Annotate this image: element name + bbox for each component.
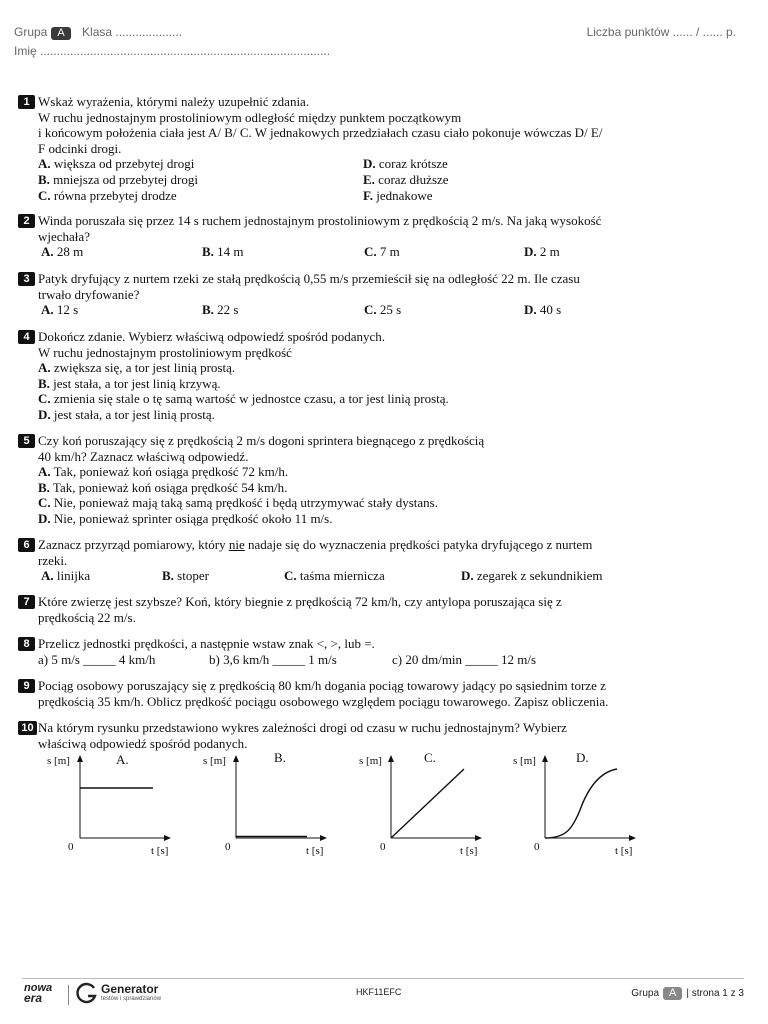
- option[interactable]: D. 2 m: [524, 244, 560, 260]
- graph-letter: C.: [424, 750, 436, 765]
- graph-curve: [545, 769, 617, 838]
- question-10: 10 Na którym rysunku przedstawiono wykres zależności drogi od czasu w ruchu jednostajnym? Wybierz właściwą odpowiedź spośród podanych.: [18, 720, 758, 751]
- option[interactable]: B. stoper: [162, 568, 209, 584]
- footer: [22, 978, 744, 1019]
- group-field: Grupa A Klasa ....................: [14, 25, 183, 39]
- name-field: Imię .......................................................................................: [14, 44, 331, 58]
- x-axis-label: t [s]: [460, 845, 478, 857]
- nowa-era-logo: nowa era: [24, 982, 53, 1005]
- page-indicator: Grupa A | strona 1 z 3: [631, 987, 744, 999]
- question-number: 9: [18, 679, 35, 693]
- origin-label: 0: [225, 841, 231, 853]
- graph-letter: B.: [274, 750, 286, 765]
- question-3: 3 Patyk dryfujący z nurtem rzeki ze stałą prędkością 0,55 m/s przemieścił się na odległość 22 m. Ile czasu trwało dryfowanie? A. 12 s B. 22 s C. 25 s D. 40 s: [18, 271, 758, 318]
- graph-b[interactable]: [203, 750, 327, 857]
- option[interactable]: B. mniejsza od przebytej drogi: [38, 171, 198, 187]
- graphs-area: [0, 748, 768, 863]
- question-number: 3: [18, 272, 35, 286]
- x-axis-label: t [s]: [615, 845, 633, 857]
- group-badge: A: [663, 987, 682, 1000]
- question-number: 10: [18, 721, 37, 735]
- option[interactable]: A. większa od przebytej drogi: [38, 156, 195, 172]
- group-badge: A: [51, 27, 70, 40]
- option[interactable]: A. 28 m: [41, 244, 84, 260]
- option[interactable]: F. jednakowe: [363, 187, 433, 203]
- question-5: 5 Czy koń poruszający się z prędkością 2 m/s dogoni sprintera biegnącego z prędkością 40 km/h? Zaznacz właściwą odpowiedź. A. Tak, ponieważ koń osiąga prędkość 72 km/h. B. Tak, ponieważ koń osiąga prędkość 54 km/h. C. Nie, ponieważ mają taką samą prędkość i będą utrzymywać stały dystans. D. Nie, ponieważ sprinter osiąga prędkość około 11 m/s.: [18, 433, 758, 527]
- question-number: 5: [18, 434, 35, 448]
- conversion-b[interactable]: b) 3,6 km/h _____ 1 m/s: [209, 651, 337, 667]
- option[interactable]: B. 22 s: [202, 302, 239, 318]
- origin-label: 0: [534, 841, 540, 853]
- option[interactable]: A. Tak, ponieważ koń osiąga prędkość 72 km/h.: [38, 464, 289, 480]
- x-axis-label: t [s]: [306, 845, 324, 857]
- option[interactable]: D. jest stała, a tor jest linią prostą.: [38, 406, 215, 422]
- generator-logo-icon: [76, 982, 98, 1004]
- graph-letter: D.: [576, 750, 589, 765]
- option[interactable]: C. 25 s: [364, 302, 402, 318]
- option[interactable]: C. równa przebytej drodze: [38, 187, 177, 203]
- question-2: 2 Winda poruszała się przez 14 s ruchem jednostajnym prostoliniowym z prędkością 2 m/s. Na jaką wysokość wjechała? A. 28 m B. 14 m C. 7 m D. 2 m: [18, 213, 758, 260]
- conversion-c[interactable]: c) 20 dm/min _____ 12 m/s: [392, 651, 537, 667]
- option[interactable]: E. coraz dłuższe: [363, 171, 449, 187]
- origin-label: 0: [68, 841, 74, 853]
- option[interactable]: D. 40 s: [524, 302, 562, 318]
- class-field: Klasa ....................: [82, 25, 183, 39]
- question-6: 6 Zaznacz przyrząd pomiarowy, który nie nadaje się do wyznaczenia prędkości patyka dryfującego z nurtem rzeki. A. linijka B. stoper C. taśma miernicza D. zegarek z sekundnikiem: [18, 537, 758, 584]
- option[interactable]: B. 14 m: [202, 244, 244, 260]
- graph-a[interactable]: [47, 752, 171, 857]
- divider: [68, 985, 69, 1005]
- conversion-a[interactable]: a) 5 m/s _____ 4 km/h: [38, 651, 156, 667]
- option[interactable]: A. zwiększa się, a tor jest linią prostą.: [38, 360, 236, 376]
- origin-label: 0: [380, 841, 386, 853]
- graph-letter: A.: [116, 752, 129, 767]
- y-axis-label: s [m]: [203, 755, 226, 767]
- option[interactable]: A. linijka: [41, 568, 91, 584]
- question-number: 2: [18, 214, 35, 228]
- question-number: 1: [18, 95, 35, 109]
- option[interactable]: A. 12 s: [41, 302, 79, 318]
- points-field: Liczba punktów ...... / ...... p.: [586, 25, 736, 39]
- option[interactable]: C. Nie, ponieważ mają taką samą prędkość i będą utrzymywać stały dystans.: [38, 495, 438, 511]
- question-number: 4: [18, 330, 35, 344]
- graph-c[interactable]: [359, 750, 482, 857]
- test-code: HKF11EFC: [356, 987, 402, 997]
- question-number: 8: [18, 637, 35, 651]
- option[interactable]: D. Nie, ponieważ sprinter osiąga prędkość około 11 m/s.: [38, 510, 333, 526]
- option[interactable]: B. jest stała, a tor jest linią krzywą.: [38, 375, 221, 391]
- y-axis-label: s [m]: [513, 755, 536, 767]
- option[interactable]: D. coraz krótsze: [363, 156, 448, 172]
- y-axis-label: s [m]: [359, 755, 382, 767]
- question-4: 4 Dokończ zdanie. Wybierz właściwą odpowiedź spośród podanych. W ruchu jednostajnym prostoliniowym prędkość A. zwiększa się, a tor jest linią prostą. B. jest stała, a tor jest linią krzywą. C. zmienia się stale o tę samą wartość w jednostce czasu, a tor jest linią prostą. D. jest stała, a tor jest linią prostą.: [18, 329, 758, 423]
- option[interactable]: C. zmienia się stale o tę samą wartość w jednostce czasu, a tor jest linią prostą.: [38, 391, 449, 407]
- option[interactable]: C. 7 m: [364, 244, 400, 260]
- question-7: 7 Które zwierzę jest szybsze? Koń, który biegnie z prędkością 72 km/h, czy antylopa poruszająca się z prędkością 22 m/s.: [18, 594, 758, 625]
- question-1: 1 Wskaż wyrażenia, którymi należy uzupełnić zdania. W ruchu jednostajnym prostoliniowym odległość między punktem początkowym i końcowym położenia ciała jest A/ B/ C. W jednakowych przedziałach czasu ciało pokonuje wówczas D/ E/ F odcinki drogi. A. większa od przebytej drogi D. coraz krótsze B. mniejsza od przebytej drogi E. coraz dłuższe C. równa przebytej drodze F. jednakowe: [18, 94, 758, 203]
- generator-subtitle: testów i sprawdzianów: [101, 996, 162, 1002]
- option[interactable]: C. taśma miernicza: [284, 568, 385, 584]
- question-number: 7: [18, 595, 35, 609]
- graph-line: [391, 769, 464, 838]
- question-8: 8 Przelicz jednostki prędkości, a następnie wstaw znak <, >, lub =. a) 5 m/s _____ 4 km/h b) 3,6 km/h _____ 1 m/s c) 20 dm/min _____ 12 m/s: [18, 636, 758, 668]
- x-axis-label: t [s]: [151, 845, 169, 857]
- question-9: 9 Pociąg osobowy poruszający się z prędkością 80 km/h dogania pociąg towarowy jadący po sąsiednim torze z prędkością 35 km/h. Oblicz prędkość pociągu osobowego względem pociągu towarowego. Zapisz obliczenia.: [18, 678, 758, 709]
- generator-title: Generator: [101, 982, 159, 996]
- option[interactable]: D. zegarek z sekundnikiem: [461, 568, 603, 584]
- y-axis-label: s [m]: [47, 755, 70, 767]
- option[interactable]: B. Tak, ponieważ koń osiąga prędkość 54 km/h.: [38, 479, 288, 495]
- question-number: 6: [18, 538, 35, 552]
- graph-d[interactable]: [513, 750, 636, 857]
